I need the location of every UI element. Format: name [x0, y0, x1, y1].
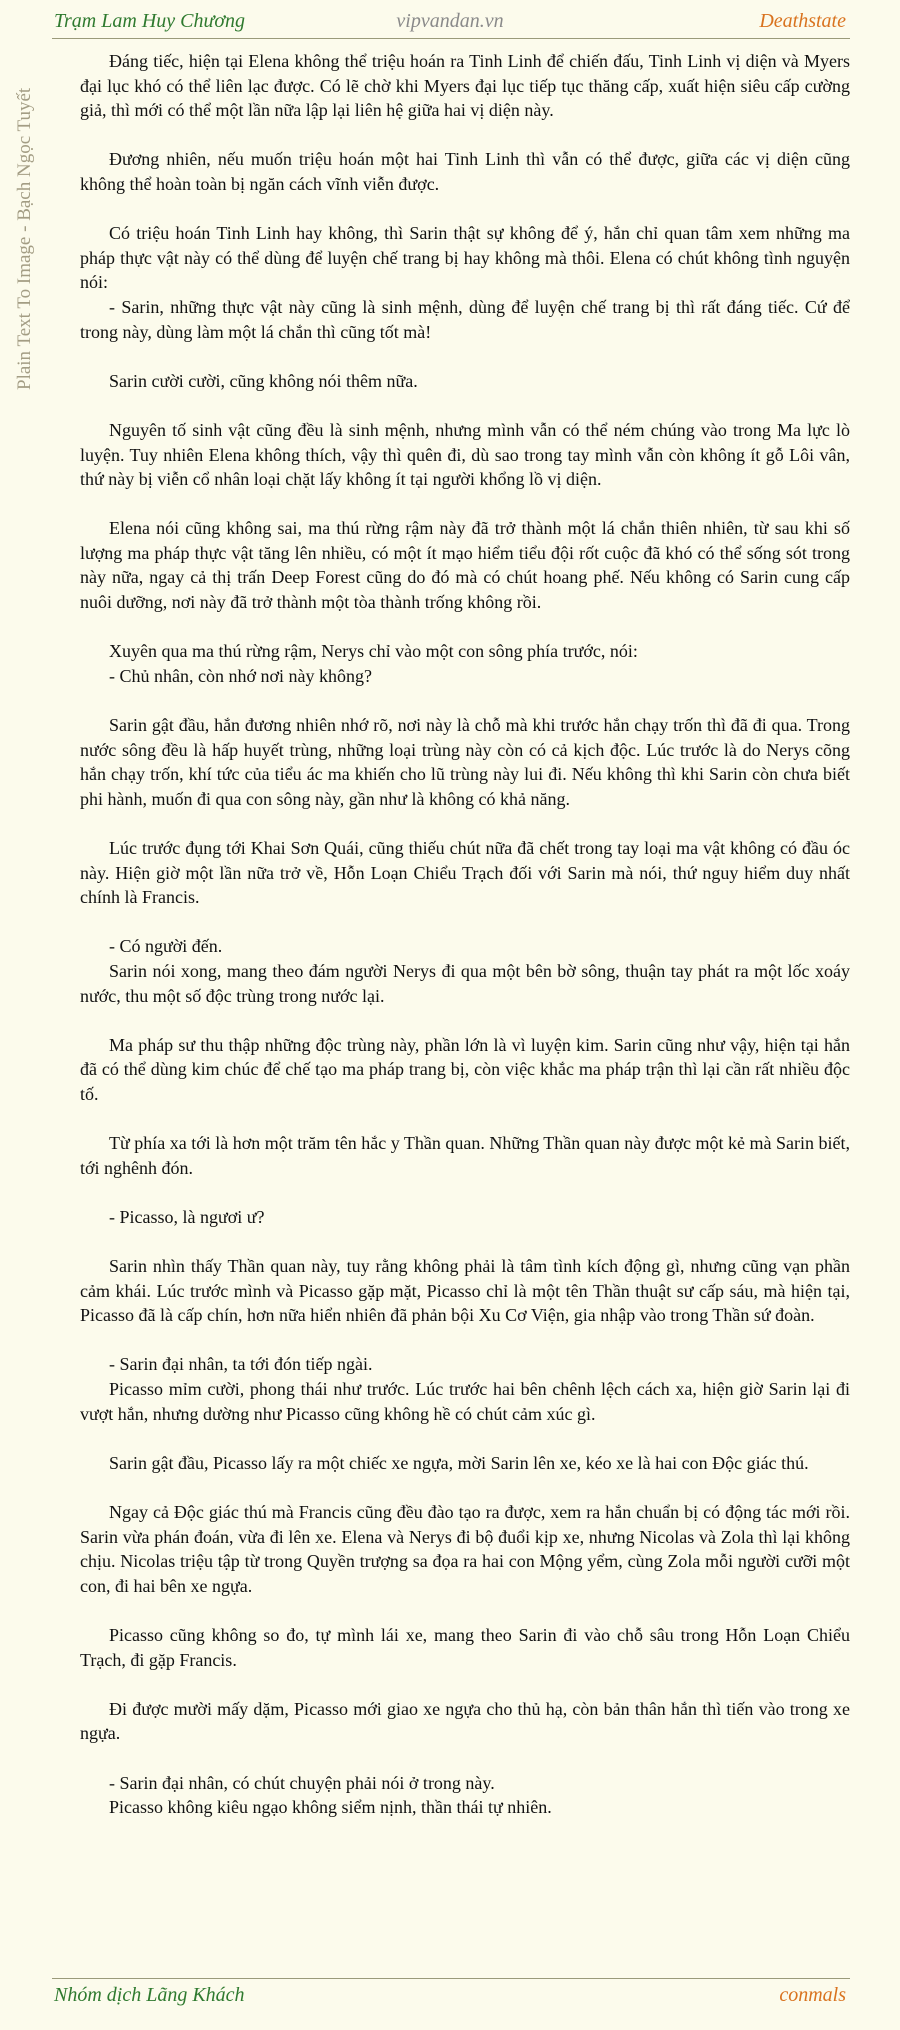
- paragraph: - Sarin, những thực vật này cũng là sinh mệnh, dùng để luyện chế trang bị thì rất đáng tiếc. Cứ để trong này, dùng làm một lá chắn thì cũng tốt mà!: [80, 296, 850, 342]
- paragraph: Picasso không kiêu ngạo không siểm nịnh, thần thái tự nhiên.: [109, 1797, 552, 1818]
- paragraph: Nguyên tố sinh vật cũng đều là sinh mệnh, nhưng mình vẫn có thể ném chúng vào trong Ma lực lò luyện. Tuy nhiên Elena không thích, vậy thì quên đi, dù sao trong tay mình vẫn còn không ít gỗ Lôi vân, thứ này bị viễn cổ nhân loại chặt lấy không ít tại người khổng lồ vị diện.: [80, 419, 850, 490]
- paragraph: Ngay cả Độc giác thú mà Francis cũng đều đào tạo ra được, xem ra hắn chuẩn bị có động tác mới rồi. Sarin vừa phán đoán, vừa đi lên xe. Elena và Nerys đi bộ đuổi kịp xe, nhưng Nicolas và Zola thì lại không chịu. Nicolas triệu tập từ trong Quyền trượng sa đọa ra hai con Mộng yểm, cùng Zola mỗi người cưỡi một con, đi hai bên xe ngựa.: [80, 1502, 850, 1596]
- footer-divider: [52, 1978, 850, 1979]
- chapter-body: [80, 49, 850, 1820]
- paragraph-gap: [80, 811, 850, 836]
- paragraph: Sarin nói xong, mang theo đám người Nerys đi qua một bên bờ sông, thuận tay phát ra một lốc xoáy nước, thu một số độc trùng trong nước lại.: [80, 960, 850, 1006]
- editor-name: conmals: [779, 1984, 846, 2006]
- paragraph: Có triệu hoán Tinh Linh hay không, thì Sarin thật sự không để ý, hắn chỉ quan tâm xem những ma pháp thực vật này có thể dùng để luyện chế trang bị hay không mà thôi. Elena có chút không tình nguyện nói:: [80, 223, 850, 293]
- paragraph-gap: [80, 1426, 850, 1451]
- paragraph-gap: [80, 615, 850, 640]
- sidebar-watermark: [11, 56, 37, 396]
- paragraph: Sarin nhìn thấy Thần quan này, tuy rằng không phải là tâm tình kích động gì, nhưng cũng vạn phần cảm khái. Lúc trước mình và Picasso gặp mặt, Picasso chỉ là một tên Thần thuật sư cấp sáu, mà hiện tại, Picasso đã là cấp chín, hơn nữa hiển nhiên đã phản bội Xu Cơ Viện, gia nhập vào trong Thần sứ đoàn.: [80, 1256, 850, 1326]
- paragraph-gap: [80, 492, 850, 517]
- paragraph-gap: [80, 910, 850, 935]
- paragraph: - Sarin đại nhân, ta tới đón tiếp ngài.: [109, 1354, 373, 1375]
- paragraph-gap: [80, 1230, 850, 1255]
- sidebar-text: Plain Text To Image - Bạch Ngọc Tuyết: [14, 87, 35, 390]
- paragraph: Ma pháp sư thu thập những độc trùng này, phần lớn là vì luyện kim. Sarin cũng như vậy, hiện tại hắn đã có thể dùng kim chúc để chế tạo ma pháp trang bị, còn việc khắc ma pháp trận thì lại cần rất nhiều độc tố.: [80, 1034, 850, 1104]
- paragraph: - Có người đến.: [109, 936, 223, 957]
- paragraph: Từ phía xa tới là hơn một trăm tên hắc y Thần quan. Những Thần quan này được một kẻ mà Sarin biết, tới nghênh đón.: [80, 1133, 850, 1178]
- paragraph: Picasso mỉm cười, phong thái như trước. Lúc trước hai bên chênh lệch cách xa, hiện giờ Sarin lại đi vượt hắn, nhưng dường như Picasso cũng không hề có chút cảm xúc gì.: [80, 1379, 850, 1424]
- header-divider: [52, 38, 850, 39]
- site-name: vipvandan.vn: [396, 10, 504, 32]
- paragraph: Sarin gật đầu, hắn đương nhiên nhớ rõ, nơi này là chỗ mà khi trước hắn chạy trốn thì đã đi qua. Trong nước sông đều là hấp huyết trùng, những loại trùng này còn có cả kịch độc. Lúc trước là do Nerys cõng hắn chạy trốn, khí tức của tiểu ác ma khiến cho lũ trùng này lui đi. Nếu không thì khi Sarin còn chưa biết phi hành, muốn đi qua con sông này, gần như là không có khả năng.: [80, 715, 850, 809]
- paragraph: Đương nhiên, nếu muốn triệu hoán một hai Tinh Linh thì vẫn có thể được, giữa các vị diện cũng không thể hoàn toàn bị ngăn cách vĩnh viễn được.: [80, 149, 850, 194]
- paragraph: Xuyên qua ma thú rừng rậm, Nerys chỉ vào một con sông phía trước, nói:: [109, 641, 638, 662]
- author-name: Deathstate: [759, 10, 846, 32]
- paragraph: Sarin gật đầu, Picasso lấy ra một chiếc xe ngựa, mời Sarin lên xe, kéo xe là hai con Độc giác thú.: [109, 1452, 809, 1473]
- paragraph-gap: [80, 393, 850, 418]
- paragraph-gap: [80, 1475, 850, 1500]
- paragraph-gap: [80, 197, 850, 222]
- paragraph-gap: [80, 1008, 850, 1033]
- paragraph: - Sarin đại nhân, có chút chuyện phải nói ở trong này.: [109, 1772, 495, 1793]
- book-title: Trạm Lam Huy Chương: [54, 10, 246, 32]
- translator-group: Nhóm dịch Lãng Khách: [54, 1984, 245, 2006]
- paragraph: Đáng tiếc, hiện tại Elena không thể triệu hoán ra Tinh Linh để chiến đấu, Tinh Linh vị diện và Myers đại lục khó có thể liên lạc được. Có lẽ chờ khi Myers đại lục tiếp tục thăng cấp, xuất hiện siêu cấp cường giả, thì mới có thể một lần nữa lập lại liên hệ giữa hai vị diện này.: [80, 51, 850, 121]
- paragraph: Elena nói cũng không sai, ma thú rừng rậm này đã trở thành một lá chắn thiên nhiên, từ sau khi số lượng ma pháp thực vật tăng lên nhiều, có một ít mạo hiểm tiểu đội rốt cuộc đã khó có thể sống sót trong này nữa, ngay cả thị trấn Deep Forest cũng do đó mà có chút hoang phế. Nếu không có Sarin cung cấp nuôi dưỡng, nơi này đã trở thành một tòa thành trống không rồi.: [80, 518, 850, 613]
- paragraph: Picasso cũng không so đo, tự mình lái xe, mang theo Sarin đi vào chỗ sâu trong Hỗn Loạn Chiểu Trạch, đi gặp Francis.: [80, 1625, 850, 1670]
- paragraph-gap: [80, 1598, 850, 1623]
- paragraph-gap: [80, 1180, 850, 1205]
- paragraph: Sarin cười cười, cũng không nói thêm nữa.: [109, 370, 418, 391]
- paragraph: Đi được mười mấy dặm, Picasso mới giao xe ngựa cho thủ hạ, còn bản thân hắn thì tiến vào trong xe ngựa.: [80, 1698, 850, 1744]
- paragraph: - Chủ nhân, còn nhớ nơi này không?: [109, 665, 372, 686]
- paragraph: - Picasso, là ngươi ư?: [109, 1206, 265, 1227]
- paragraph-gap: [80, 688, 850, 713]
- paragraph-gap: [80, 1672, 850, 1697]
- paragraph-gap: [80, 344, 850, 369]
- paragraph-gap: [80, 1746, 850, 1771]
- paragraph: Lúc trước đụng tới Khai Sơn Quái, cũng thiếu chút nữa đã chết trong tay loại ma vật không có đầu óc này. Hiện giờ một lần nữa trở về, Hỗn Loạn Chiểu Trạch đối với Sarin mà nói, thứ nguy hiểm duy nhất chính là Francis.: [80, 838, 850, 908]
- paragraph-gap: [80, 1328, 850, 1353]
- paragraph-gap: [80, 123, 850, 148]
- paragraph-gap: [80, 1107, 850, 1132]
